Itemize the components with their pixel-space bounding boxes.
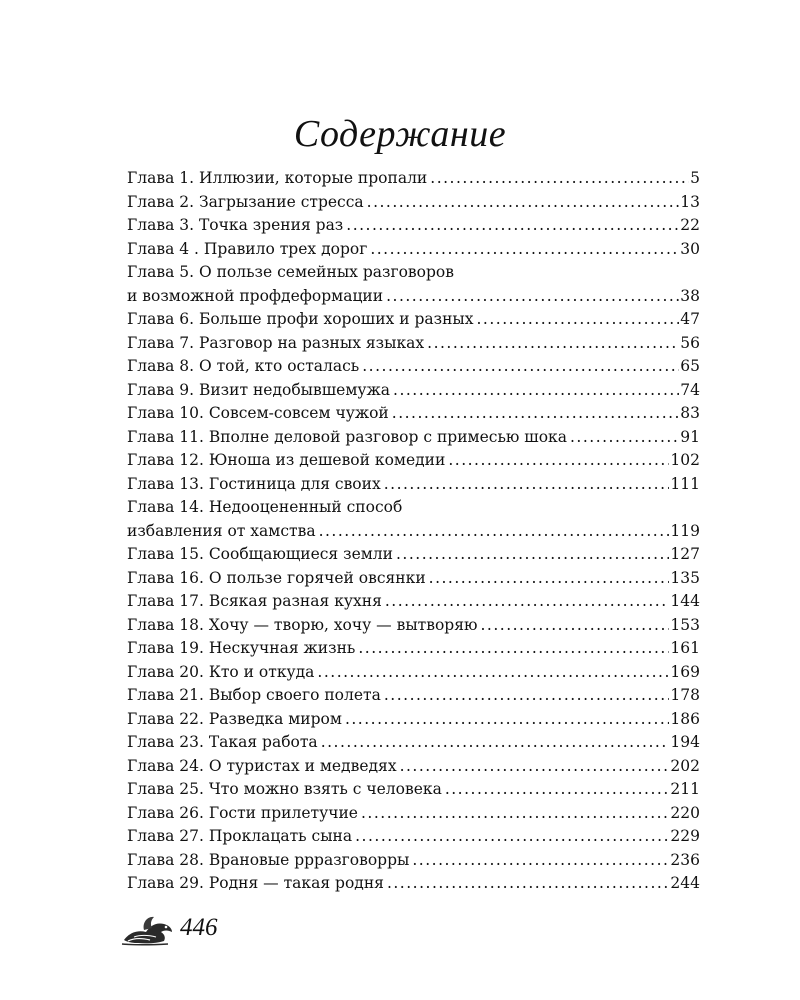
toc-entry-title: Глава 27. Проклацать сына (127, 827, 353, 845)
toc-entry-title: Глава 9. Визит недобывшемужа (127, 380, 391, 399)
toc-entry-title: Глава 14. Недооцененный способ (127, 498, 403, 516)
toc-entry-title: Глава 22. Разведка миром (127, 709, 342, 728)
dot-leader (445, 778, 670, 802)
toc-line (127, 755, 700, 779)
toc-page-number: 5 (690, 169, 700, 187)
toc-page-number: 153 (670, 615, 700, 634)
toc-entry (127, 849, 700, 873)
toc-line (127, 285, 700, 309)
toc-line (127, 191, 700, 215)
toc-entry-title: Глава 1. Иллюзии, которые пропали (127, 169, 428, 187)
toc-page-number: 211 (670, 780, 700, 798)
toc-entry (127, 543, 700, 567)
toc-entry-title: Глава 15. Сообщающиеся земли (127, 545, 393, 563)
toc-entry (127, 590, 700, 614)
toc-line (127, 872, 700, 896)
toc-entry-title: Глава 19. Нескучная жизнь (127, 639, 356, 657)
toc-page-number: 13 (680, 192, 700, 211)
toc-page-number: 144 (670, 592, 700, 610)
toc-entry-title: Глава 17. Всякая разная кухня (127, 592, 382, 610)
toc-page-number: 47 (680, 310, 700, 328)
dot-leader (412, 849, 669, 873)
toc-line (127, 520, 700, 544)
toc-entry (127, 426, 700, 450)
toc-entry (127, 402, 700, 426)
toc-entry-title: Глава 11. Вполне деловой разговор с примесью шока (127, 427, 567, 446)
dot-leader (476, 308, 679, 332)
toc-line (127, 426, 700, 450)
toc-line (127, 637, 700, 661)
toc-entry-title: Глава 4 . Правило трех дорог (127, 239, 368, 258)
toc-page-number: 178 (670, 686, 700, 704)
dot-leader (481, 614, 670, 638)
toc-line (127, 543, 700, 567)
toc-page-number: 229 (670, 827, 700, 845)
toc-entry-title: и возможной профдеформации (127, 286, 384, 305)
toc-line (127, 731, 700, 755)
table-of-contents (127, 167, 700, 896)
toc-entry-title: Глава 28. Врановые ррразговорры (127, 850, 410, 869)
toc-line (127, 684, 700, 708)
toc-entry (127, 872, 700, 896)
toc-entry (127, 449, 700, 473)
toc-line (127, 332, 700, 356)
toc-entry-title: Глава 16. О пользе горячей овсянки (127, 568, 426, 587)
toc-entry-title: Глава 25. Что можно взять с человека (127, 780, 442, 798)
page-title: Содержание (293, 113, 507, 155)
dot-leader (346, 214, 679, 238)
toc-line (127, 261, 700, 285)
toc-entry (127, 167, 700, 191)
toc-entry-title: Глава 24. О туристах и медведях (127, 756, 397, 775)
dot-leader (392, 402, 680, 426)
toc-line (127, 167, 700, 191)
toc-page-number: 244 (670, 874, 700, 892)
dot-leader (448, 449, 669, 473)
toc-entry (127, 308, 700, 332)
toc-line (127, 355, 700, 379)
toc-entry (127, 778, 700, 802)
toc-page-number: 127 (670, 545, 700, 563)
toc-line (127, 238, 700, 262)
dot-leader (427, 332, 679, 356)
toc-entry (127, 332, 700, 356)
toc-page-number: 83 (680, 404, 700, 422)
toc-line (127, 802, 700, 826)
dot-leader (387, 872, 669, 896)
toc-line (127, 379, 700, 403)
toc-page-number: 169 (670, 662, 700, 681)
toc-line (127, 473, 700, 497)
dot-leader (429, 567, 670, 591)
toc-line (127, 308, 700, 332)
dot-leader (319, 520, 670, 544)
toc-entry (127, 684, 700, 708)
toc-line (127, 849, 700, 873)
dot-leader (430, 167, 689, 191)
page-number: 446 (180, 914, 218, 941)
dot-leader (345, 708, 669, 732)
toc-page-number: 220 (670, 803, 700, 822)
dot-leader (358, 637, 669, 661)
toc-entry-title: Глава 10. Совсем-совсем чужой (127, 404, 389, 422)
toc-entry (127, 755, 700, 779)
dot-leader (384, 473, 670, 497)
toc-entry (127, 825, 700, 849)
dot-leader (400, 755, 670, 779)
toc-line (127, 614, 700, 638)
dot-leader (396, 543, 669, 567)
toc-entry-title: Глава 5. О пользе семейных разговоров (127, 263, 454, 281)
toc-entry-title: Глава 7. Разговор на разных языках (127, 333, 425, 352)
toc-entry-title: Глава 13. Гостиница для своих (127, 474, 381, 493)
toc-page-number: 56 (680, 333, 700, 352)
toc-entry (127, 496, 700, 543)
toc-line (127, 449, 700, 473)
dot-leader (393, 379, 679, 403)
toc-entry (127, 261, 700, 308)
toc-entry-title: Глава 20. Кто и откуда (127, 662, 315, 681)
toc-entry (127, 614, 700, 638)
toc-page-number: 161 (670, 639, 700, 657)
toc-entry (127, 379, 700, 403)
toc-line (127, 825, 700, 849)
dot-leader (385, 590, 670, 614)
toc-entry-title: Глава 12. Юноша из дешевой комедии (127, 451, 446, 469)
toc-page-number: 30 (680, 239, 700, 258)
toc-entry-title: Глава 26. Гости прилетучие (127, 803, 358, 822)
toc-entry-title: избавления от хамства (127, 521, 316, 540)
toc-page-number: 119 (670, 521, 700, 540)
toc-entry (127, 637, 700, 661)
dot-leader (355, 825, 669, 849)
toc-page-number: 38 (680, 286, 700, 305)
dot-leader (370, 238, 679, 262)
toc-entry (127, 191, 700, 215)
toc-page-number: 111 (670, 474, 700, 493)
toc-line (127, 708, 700, 732)
dot-leader (386, 285, 679, 309)
toc-entry (127, 473, 700, 497)
toc-entry (127, 214, 700, 238)
toc-page-number: 202 (670, 756, 700, 775)
dot-leader (361, 802, 669, 826)
dot-leader (570, 426, 679, 450)
toc-page-number: 65 (680, 357, 700, 375)
toc-line (127, 402, 700, 426)
toc-line (127, 778, 700, 802)
toc-entry-title: Глава 6. Больше профи хороших и разных (127, 310, 474, 328)
dragon-ornament-icon (120, 910, 176, 946)
toc-entry-title: Глава 3. Точка зрения раз (127, 216, 344, 234)
toc-entry (127, 238, 700, 262)
toc-entry (127, 567, 700, 591)
toc-line (127, 567, 700, 591)
toc-page-number: 186 (670, 709, 700, 728)
toc-page-number: 74 (680, 380, 700, 399)
page-footer (120, 910, 218, 946)
toc-page-number: 102 (670, 451, 700, 469)
toc-entry-title: Глава 23. Такая работа (127, 733, 318, 751)
toc-entry-title: Глава 18. Хочу — творю, хочу — вытворяю (127, 615, 478, 634)
toc-page-number: 135 (670, 568, 700, 587)
toc-entry-title: Глава 29. Родня — такая родня (127, 874, 384, 892)
toc-page-number: 91 (680, 427, 700, 446)
toc-page-number: 22 (680, 216, 700, 234)
dot-leader (362, 355, 679, 379)
toc-entry-title: Глава 8. О той, кто осталась (127, 357, 360, 375)
dot-leader (317, 661, 669, 685)
dot-leader (367, 191, 680, 215)
toc-line (127, 590, 700, 614)
toc-entry (127, 661, 700, 685)
toc-entry (127, 731, 700, 755)
toc-entry-title: Глава 2. Загрызание стресса (127, 192, 364, 211)
dot-leader (321, 731, 670, 755)
toc-line (127, 661, 700, 685)
toc-entry (127, 708, 700, 732)
toc-line (127, 214, 700, 238)
toc-page-number: 236 (670, 850, 700, 869)
toc-entry (127, 355, 700, 379)
toc-entry (127, 802, 700, 826)
toc-line (127, 496, 700, 520)
dot-leader (384, 684, 670, 708)
toc-entry-title: Глава 21. Выбор своего полета (127, 686, 381, 704)
toc-page-number: 194 (670, 733, 700, 751)
